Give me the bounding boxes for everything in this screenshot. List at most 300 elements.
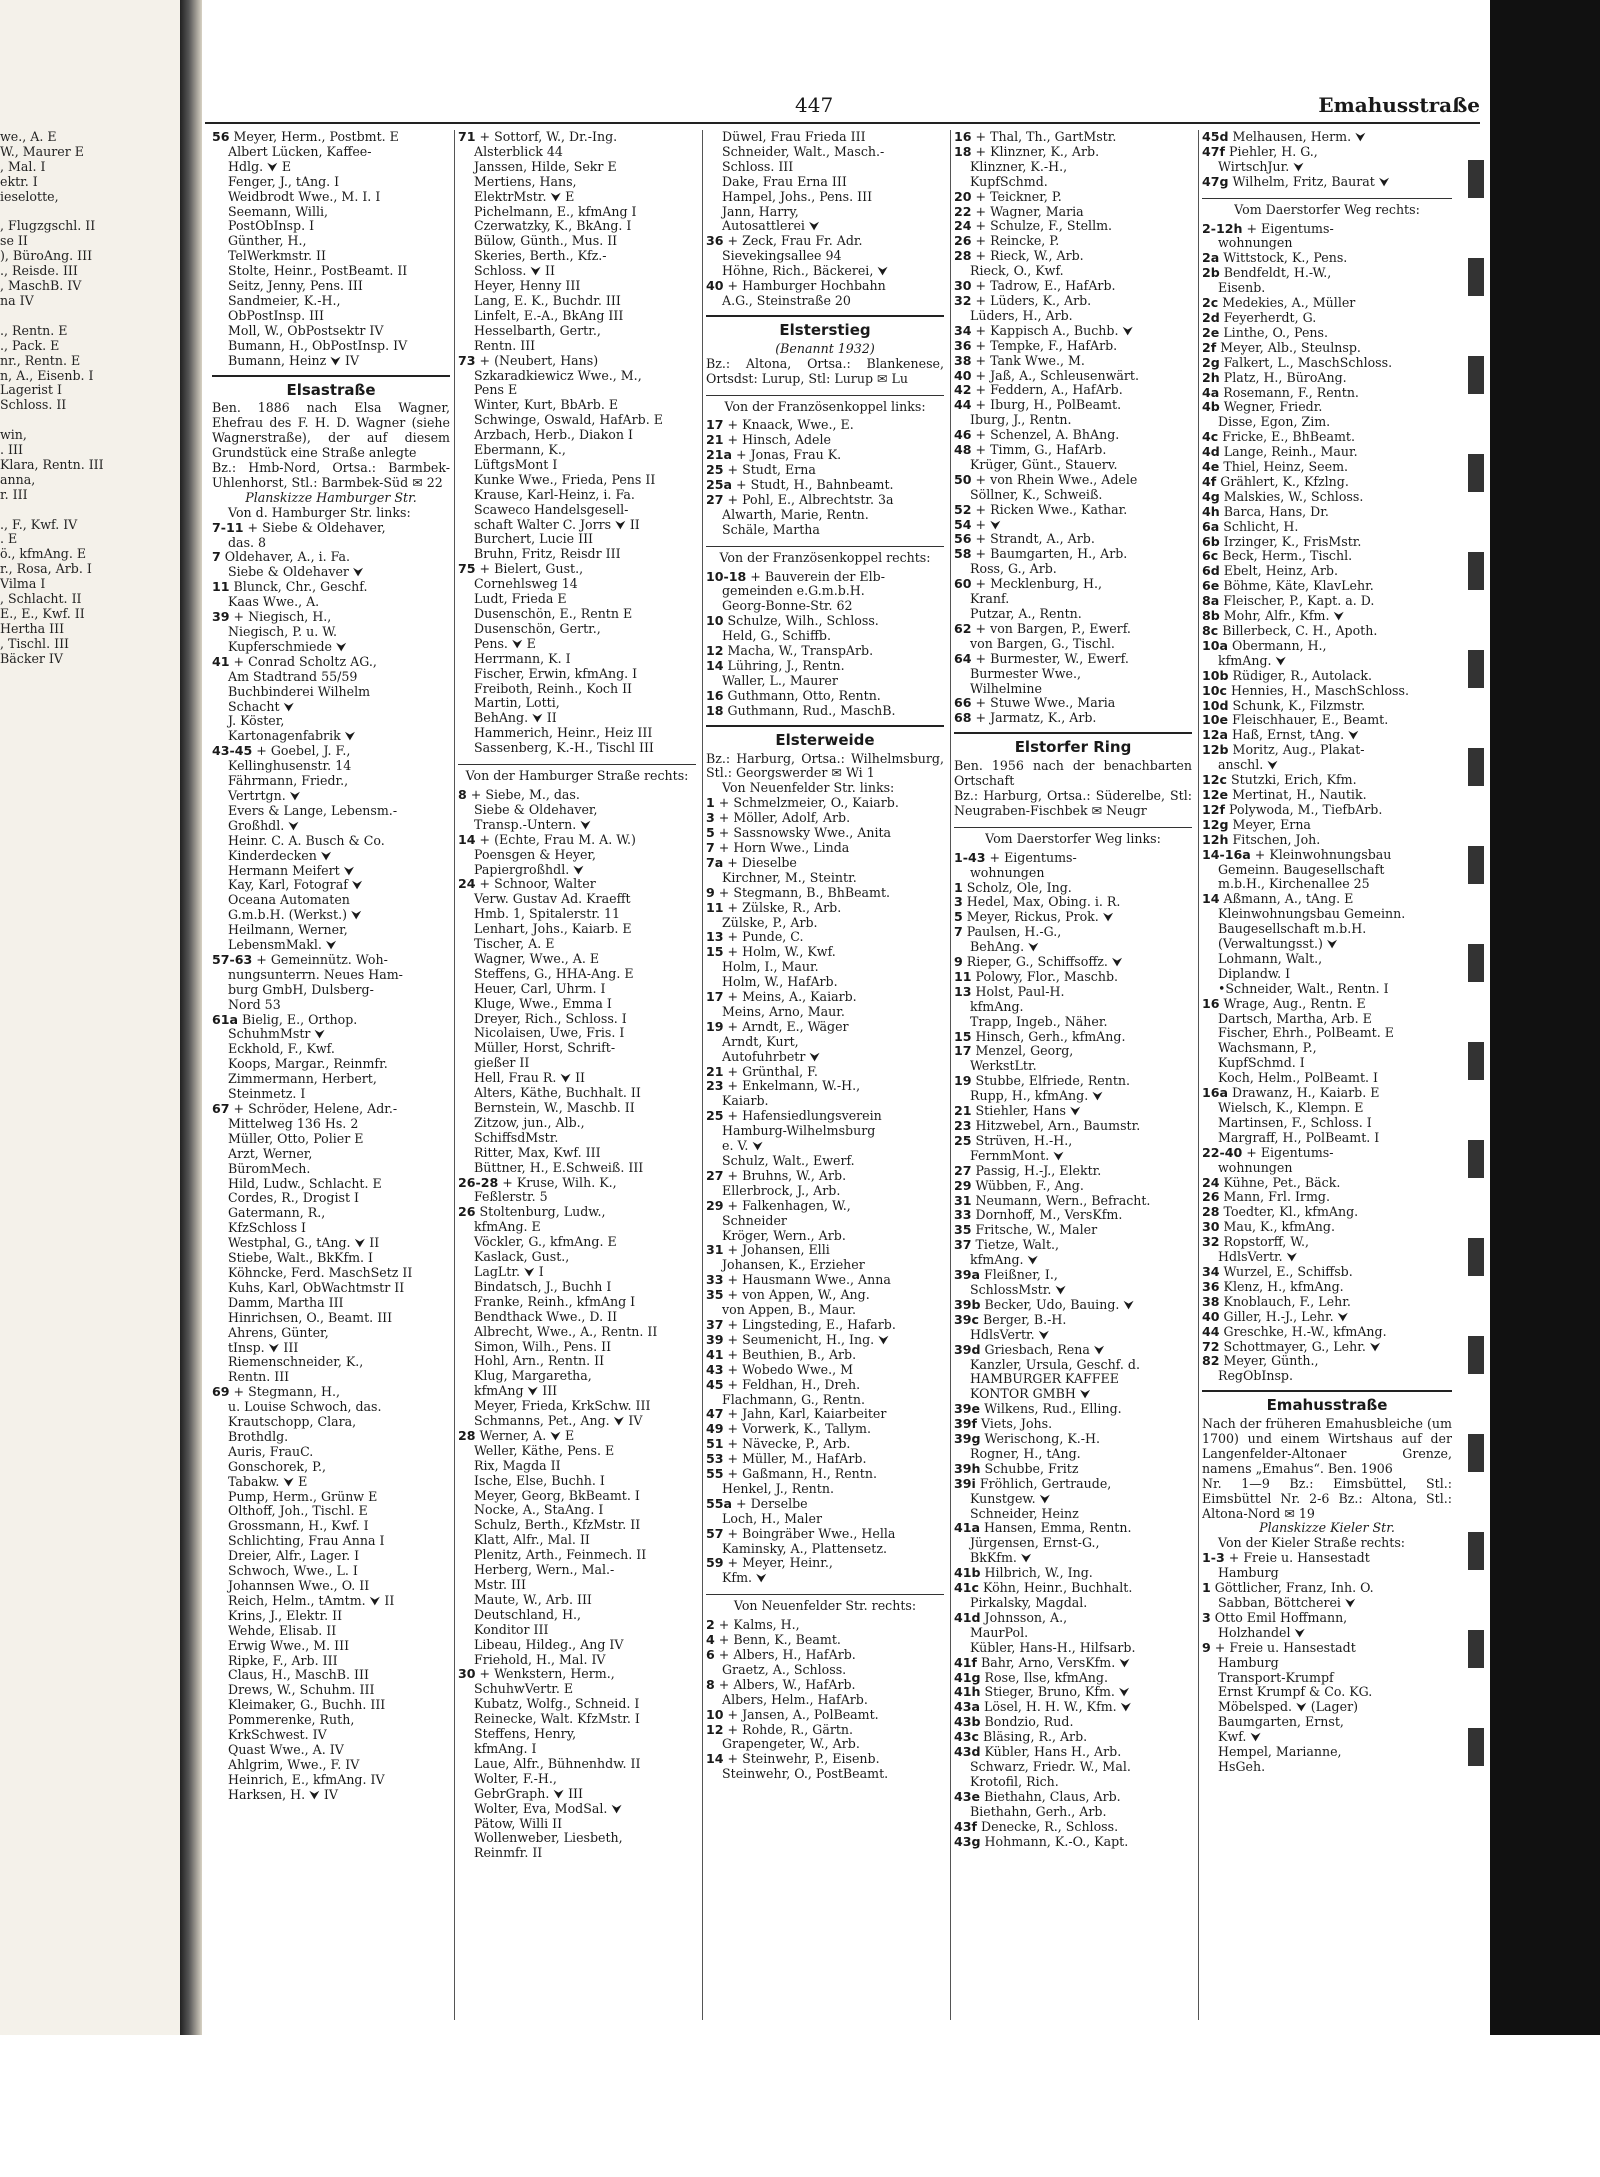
resident-text: + Derselbe bbox=[732, 1496, 808, 1511]
resident-line: Moll, W., ObPostsektr IV bbox=[228, 323, 384, 338]
resident-line: Albert Lücken, Kaffee- bbox=[228, 144, 372, 159]
resident-line: Libeau, Hildeg., Ang IV bbox=[474, 1637, 624, 1652]
house-number: 21a bbox=[706, 448, 733, 463]
address-entry bbox=[706, 478, 944, 493]
resident-line: Kupferschmiede ⮟ bbox=[228, 639, 347, 654]
resident-text: + Vorwerk, K., Tallym. bbox=[723, 1422, 871, 1437]
resident-line: Schneider, Heinz bbox=[970, 1506, 1079, 1521]
resident-text: Piehler, H. G., bbox=[1225, 144, 1318, 159]
resident-text: + Schröder, Helene, Adr.- bbox=[229, 1102, 398, 1116]
house-number: 33 bbox=[954, 1208, 972, 1223]
resident-line: Verw. Gustav Ad. Kraefft bbox=[474, 892, 631, 907]
resident-text: Meyer, Alb., Steulnsp. bbox=[1216, 340, 1361, 355]
resident-line: Siebe & Oldehaver, bbox=[474, 802, 598, 817]
resident-line: Lenhart, Johs., Kaiarb. E bbox=[474, 922, 632, 937]
house-number: 27 bbox=[954, 1163, 972, 1178]
column-divider bbox=[702, 130, 703, 2020]
resident-line: Franke, Reinh., kfmAng I bbox=[474, 1294, 636, 1309]
resident-line: Johansen, K., Erzieher bbox=[722, 1258, 865, 1273]
resident-text: Menzel, Georg, bbox=[971, 1044, 1074, 1059]
resident-text: + Arndt, E., Wäger bbox=[723, 1019, 849, 1034]
house-number: 11 bbox=[954, 969, 972, 984]
resident-text: Medekies, A., Müller bbox=[1218, 296, 1356, 311]
resident-line: Wehde, Elisab. II bbox=[228, 1623, 337, 1638]
resident-text: Greschke, H.-W., kfmAng. bbox=[1219, 1324, 1387, 1339]
address-entry bbox=[706, 1109, 944, 1124]
directory-column-2 bbox=[458, 130, 696, 2020]
address-entry bbox=[1202, 609, 1452, 624]
house-number: 36 bbox=[954, 338, 972, 353]
address-entry bbox=[706, 796, 944, 811]
house-number: 16 bbox=[1202, 996, 1220, 1011]
house-number: 8c bbox=[1202, 624, 1219, 638]
resident-line: Weidbrodt Wwe., M. I. I bbox=[228, 189, 381, 204]
house-number: 27 bbox=[706, 492, 724, 507]
resident-line: Wachsmann, P., bbox=[1218, 1041, 1317, 1056]
resident-text: + Rohde, R., Gärtn. bbox=[723, 1722, 854, 1737]
resident-text: Oldehaver, A., i. Fa. bbox=[220, 550, 350, 565]
resident-line: Bernstein, W., Maschb. II bbox=[474, 1101, 635, 1115]
resident-text: + Siebe, M., das. bbox=[466, 787, 580, 802]
address-entry bbox=[954, 532, 1192, 547]
resident-line: Koch, Helm., PolBeamt. I bbox=[1218, 1071, 1379, 1086]
house-number: 10 bbox=[706, 614, 724, 629]
resident-line: nungsunterrn. Neues Ham- bbox=[228, 967, 403, 982]
resident-line: SchiffsdMstr. bbox=[474, 1130, 559, 1145]
resident-text: + Rieck, W., Arb. bbox=[971, 249, 1084, 264]
house-number: 24 bbox=[458, 877, 476, 892]
house-number: 4f bbox=[1202, 474, 1217, 489]
resident-line: Stolte, Heinr., PostBeamt. II bbox=[228, 264, 408, 279]
resident-text: Otto Emil Hoffmann, bbox=[1210, 1610, 1348, 1625]
house-number: 41a bbox=[954, 1521, 981, 1536]
resident-text: + Wenkstern, Herm., bbox=[475, 1667, 615, 1682]
address-entry bbox=[1202, 400, 1452, 415]
address-entry bbox=[1202, 222, 1452, 237]
address-entry bbox=[954, 925, 1192, 940]
address-entry bbox=[1202, 773, 1452, 788]
resident-line: Mertiens, Hans, bbox=[474, 174, 577, 189]
resident-text: Blunck, Chr., Geschf. bbox=[229, 580, 368, 595]
resident-line: Wolter, F.-H., bbox=[474, 1771, 557, 1786]
house-number: 45 bbox=[706, 1377, 724, 1392]
resident-line: Schulz, Berth., KfzMstr. II bbox=[474, 1518, 641, 1533]
house-number: 39g bbox=[954, 1432, 981, 1447]
house-number: 48 bbox=[954, 443, 972, 458]
resident-line: (Verwaltungsst.) ⮟ bbox=[1218, 937, 1338, 952]
address-entry bbox=[706, 1452, 944, 1467]
house-number: 5 bbox=[954, 910, 963, 925]
resident-text: + Conrad Scholtz AG., bbox=[229, 654, 377, 669]
resident-text: Bielig, E., Orthop. bbox=[238, 1012, 358, 1027]
resident-line: Seitz, Jenny, Pens. III bbox=[228, 279, 363, 294]
resident-line: Schulz, Walt., Ewerf. bbox=[722, 1154, 855, 1168]
house-number: 35 bbox=[954, 1223, 972, 1238]
directory-column-1 bbox=[212, 130, 450, 2020]
house-number: 8a bbox=[1202, 594, 1220, 609]
street-info: Nr. 1—9 Bz.: Eimsbüttel, Stl.: Eimsbüttel Nr. 2-6 Bz.: Altona, Stl.: Altona-Nord ✉ 19 bbox=[1202, 1475, 1452, 1521]
facing-page-line: , Mal. I bbox=[0, 158, 46, 174]
resident-line: Hamburg bbox=[1218, 1655, 1279, 1670]
house-number: 45d bbox=[1202, 130, 1229, 144]
resident-line: Scaweco Handelsgesell- bbox=[474, 502, 629, 517]
address-entry bbox=[954, 910, 1192, 925]
address-entry bbox=[458, 1205, 696, 1220]
address-entry bbox=[954, 219, 1192, 234]
resident-line: Riemenschneider, K., bbox=[228, 1355, 364, 1370]
house-number: 2-12h bbox=[1202, 221, 1243, 236]
address-entry bbox=[706, 826, 944, 841]
section-heading: Von der Hamburger Straße rechts: bbox=[458, 764, 696, 784]
house-number: 4h bbox=[1202, 504, 1220, 519]
resident-line: Düwel, Frau Frieda III bbox=[722, 130, 866, 144]
resident-text: Beck, Herm., Tischl. bbox=[1218, 549, 1353, 564]
address-entry bbox=[954, 1685, 1192, 1700]
resident-line: Niegisch, P. u. W. bbox=[228, 625, 338, 639]
house-number: 1-3 bbox=[1202, 1551, 1225, 1566]
resident-line: Johannsen Wwe., O. II bbox=[228, 1579, 370, 1593]
address-entry bbox=[954, 1164, 1192, 1179]
resident-text: + Ricken Wwe., Kathar. bbox=[971, 502, 1128, 517]
address-entry bbox=[954, 473, 1192, 488]
address-entry bbox=[954, 547, 1192, 562]
address-entry bbox=[954, 1581, 1192, 1596]
house-number: 57 bbox=[706, 1526, 724, 1541]
resident-line: Hamburg-Wilhelmsburg bbox=[722, 1124, 876, 1139]
house-number: 2a bbox=[1202, 251, 1220, 266]
street-heading: Elsastraße bbox=[212, 375, 450, 398]
resident-text: Mau, K., kfmAng. bbox=[1219, 1220, 1335, 1235]
house-number: 50 bbox=[954, 472, 972, 487]
house-number: 5 bbox=[706, 826, 715, 841]
resident-text: + Tempke, F., HafArb. bbox=[971, 338, 1118, 353]
resident-line: Krüger, Günt., Stauerv. bbox=[970, 457, 1118, 472]
resident-line: Eisenb. bbox=[1218, 281, 1266, 296]
address-entry bbox=[1202, 997, 1452, 1012]
resident-line: KupfSchmd. bbox=[970, 174, 1048, 189]
resident-line: Disse, Egon, Zim. bbox=[1218, 415, 1331, 430]
facing-page-line: ieselotte, bbox=[0, 188, 59, 204]
house-number: 22 bbox=[954, 204, 972, 219]
resident-line: Hermann Meifert ⮟ bbox=[228, 863, 355, 878]
house-number: 6c bbox=[1202, 549, 1219, 564]
resident-line: Kleinwohnungsbau Gemeinn. bbox=[1218, 907, 1406, 922]
address-entry bbox=[1202, 833, 1452, 848]
resident-text: Lühring, J., Rentn. bbox=[723, 659, 845, 673]
resident-text: + Eigentums- bbox=[1242, 1145, 1334, 1160]
resident-line: KupfSchmd. I bbox=[1218, 1056, 1305, 1071]
house-number: 41g bbox=[954, 1670, 981, 1685]
resident-line: Wagner, Wwe., A. E bbox=[474, 951, 600, 966]
house-number: 39h bbox=[954, 1461, 981, 1476]
address-entry bbox=[954, 1343, 1192, 1358]
address-entry bbox=[954, 1179, 1192, 1194]
address-entry bbox=[954, 1402, 1192, 1417]
resident-line: Heilmann, Werner, bbox=[228, 923, 348, 938]
resident-text: Melhausen, Herm. ⮟ bbox=[1228, 130, 1366, 144]
house-number: 28 bbox=[1202, 1205, 1220, 1220]
address-entry bbox=[954, 696, 1192, 711]
house-number: 7 bbox=[954, 925, 963, 940]
address-entry bbox=[1202, 1086, 1452, 1101]
resident-line: Kaslack, Gust., bbox=[474, 1250, 570, 1265]
resident-line: kfmAng ⮟ III bbox=[474, 1384, 558, 1399]
resident-line: Linfelt, E.-A., BkAng III bbox=[474, 308, 624, 323]
address-entry bbox=[1202, 445, 1452, 460]
resident-line: Söllner, K., Schweiß. bbox=[970, 487, 1103, 502]
resident-line: Trapp, Ingeb., Näher. bbox=[970, 1014, 1108, 1029]
address-entry bbox=[954, 1745, 1192, 1760]
resident-line: e. V. ⮟ bbox=[722, 1139, 764, 1154]
resident-text: Neumann, Wern., Befracht. bbox=[971, 1193, 1151, 1208]
facing-page-line: . III bbox=[0, 442, 23, 458]
house-number: 7 bbox=[212, 550, 221, 565]
house-number: 33 bbox=[706, 1273, 724, 1288]
resident-line: Heinrich, E., kfmAng. IV bbox=[228, 1772, 385, 1787]
house-number: 49 bbox=[706, 1422, 724, 1437]
address-entry bbox=[954, 1611, 1192, 1626]
address-entry bbox=[212, 744, 450, 759]
resident-text: Viets, Johs. bbox=[977, 1417, 1053, 1432]
house-number: 43a bbox=[954, 1700, 981, 1715]
column-divider bbox=[1198, 130, 1199, 2020]
resident-line: Kartonagenfabrik ⮟ bbox=[228, 729, 356, 744]
street-info: Bz.: Hmb-Nord, Ortsa.: Barmbek-Uhlenhorst, Stl.: Barmbek-Süd ✉ 22 bbox=[212, 460, 450, 490]
address-entry bbox=[1202, 386, 1452, 401]
resident-line: Von d. Hamburger Str. links: bbox=[228, 505, 411, 520]
resident-text: Macha, W., TranspArb. bbox=[723, 644, 874, 659]
resident-text: + Niegisch, H., bbox=[229, 610, 332, 625]
address-entry bbox=[458, 354, 696, 369]
house-number: 15 bbox=[706, 945, 724, 960]
resident-line: Bumann, H., ObPostInsp. IV bbox=[228, 338, 408, 353]
resident-text: + von Appen, W., Ang. bbox=[723, 1288, 870, 1303]
resident-line: Friehold, H., Mal. IV bbox=[474, 1652, 606, 1667]
resident-line: Klatt, Alfr., Mal. II bbox=[474, 1533, 590, 1548]
resident-line: Günther, H., bbox=[228, 234, 307, 249]
address-entry bbox=[706, 234, 944, 249]
facing-page-line: Lagerist I bbox=[0, 382, 62, 398]
house-number: 30 bbox=[1202, 1220, 1220, 1235]
resident-line: Maute, W., Arb. III bbox=[474, 1592, 592, 1607]
resident-line: Ische, Else, Buchh. I bbox=[474, 1473, 605, 1488]
resident-text: Denecke, R., Schloss. bbox=[977, 1819, 1119, 1834]
address-entry bbox=[1202, 728, 1452, 743]
address-entry bbox=[706, 689, 944, 704]
house-number: 19 bbox=[954, 1074, 972, 1089]
resident-text: Bondzio, Rud. bbox=[980, 1715, 1074, 1730]
resident-text: + Reincke, P. bbox=[971, 234, 1060, 249]
house-number: 10-18 bbox=[706, 569, 747, 584]
resident-text: + Gemeinnütz. Woh- bbox=[252, 952, 388, 967]
address-entry bbox=[954, 985, 1192, 1000]
resident-line: Sabban, Böttcherei ⮟ bbox=[1218, 1596, 1356, 1610]
house-number: 17 bbox=[706, 418, 724, 433]
house-number: 41 bbox=[212, 654, 230, 669]
resident-line: Schäle, Martha bbox=[722, 522, 820, 537]
house-number: 31 bbox=[954, 1193, 972, 1208]
resident-text: + Holm, W., Kwf. bbox=[723, 945, 836, 960]
address-entry bbox=[1202, 430, 1452, 445]
resident-line: Kfm. ⮟ bbox=[722, 1571, 767, 1586]
resident-line: Wielsch, K., Klempn. E bbox=[1218, 1101, 1364, 1115]
resident-text: Schulze, Wilh., Schloss. bbox=[723, 614, 879, 629]
resident-text: Hohmann, K.-O., Kapt. bbox=[980, 1834, 1129, 1849]
resident-line: Schwinge, Oswald, HafArb. E bbox=[474, 413, 663, 428]
address-entry bbox=[954, 503, 1192, 518]
resident-text: + Feldhan, H., Dreh. bbox=[723, 1377, 861, 1392]
house-number: 59 bbox=[706, 1556, 724, 1571]
resident-line: Pump, Herm., Grünw E bbox=[228, 1489, 378, 1504]
resident-text: + Feddern, A., HafArb. bbox=[971, 383, 1123, 398]
address-entry bbox=[954, 1194, 1192, 1209]
resident-text: Bahr, Arno, VersKfm. ⮟ bbox=[977, 1655, 1130, 1670]
resident-line: u. Louise Schwoch, das. bbox=[228, 1400, 382, 1415]
resident-text: Billerbeck, C. H., Apoth. bbox=[1218, 624, 1378, 638]
resident-text: Ebelt, Heinz, Arb. bbox=[1219, 564, 1338, 579]
address-entry bbox=[706, 856, 944, 871]
address-entry bbox=[954, 1104, 1192, 1119]
resident-text: + Jarmatz, K., Arb. bbox=[971, 711, 1097, 726]
resident-line: kfmAng. ⮟ bbox=[970, 1253, 1039, 1268]
resident-line: von Appen, B., Maur. bbox=[722, 1303, 857, 1318]
resident-line: Ebermann, K., bbox=[474, 443, 566, 458]
resident-text: + Falkenhagen, W., bbox=[723, 1198, 851, 1213]
address-entry bbox=[1202, 1641, 1452, 1656]
house-number: 12f bbox=[1202, 802, 1226, 817]
resident-text: Schubbe, Fritz bbox=[980, 1461, 1079, 1476]
resident-line: J. Köster, bbox=[228, 714, 285, 729]
address-entry bbox=[1202, 356, 1452, 371]
resident-text: Ropstorff, W., bbox=[1219, 1235, 1310, 1250]
address-entry bbox=[1202, 624, 1452, 639]
address-entry bbox=[706, 1752, 944, 1767]
resident-line: Plenitz, Arth., Feinmech. II bbox=[474, 1548, 647, 1563]
house-number: 6b bbox=[1202, 534, 1220, 549]
address-entry bbox=[954, 249, 1192, 264]
resident-line: HsGeh. bbox=[1218, 1759, 1266, 1774]
address-entry bbox=[954, 428, 1192, 443]
resident-line: Baugesellschaft m.b.H. bbox=[1218, 922, 1367, 937]
resident-text: + Dieselbe bbox=[723, 855, 797, 870]
resident-line: Albers, Helm., HafArb. bbox=[722, 1692, 868, 1707]
resident-text: + Punde, C. bbox=[723, 930, 804, 945]
house-number: 4a bbox=[1202, 385, 1220, 400]
house-number: 11 bbox=[212, 580, 230, 595]
address-entry bbox=[212, 130, 450, 145]
address-entry bbox=[1202, 535, 1452, 550]
address-entry bbox=[1202, 311, 1452, 326]
resident-text: + Hamburger Hochbahn bbox=[723, 279, 886, 294]
address-entry bbox=[954, 895, 1192, 910]
resident-line: gießer II bbox=[474, 1056, 530, 1071]
resident-text: + Horn Wwe., Linda bbox=[714, 840, 850, 855]
address-entry bbox=[706, 1497, 944, 1512]
resident-line: Transp.-Untern. ⮟ bbox=[474, 817, 591, 832]
address-entry bbox=[458, 877, 696, 892]
house-number: 25 bbox=[706, 1109, 724, 1124]
resident-line: Brothdlg. bbox=[228, 1429, 289, 1444]
resident-line: Martinsen, F., Schloss. I bbox=[1218, 1115, 1372, 1130]
resident-text: Drawanz, H., Kaiarb. E bbox=[1228, 1086, 1380, 1101]
resident-text: + Teickner, P. bbox=[971, 189, 1062, 204]
house-number: 4b bbox=[1202, 400, 1220, 415]
resident-line: Steffens, G., HHA-Ang. E bbox=[474, 966, 634, 981]
resident-line: Höhne, Rich., Bäckerei, ⮟ bbox=[722, 264, 889, 279]
resident-line: Ripke, F., Arb. III bbox=[228, 1653, 338, 1668]
house-number: 39c bbox=[954, 1312, 979, 1327]
house-number: 43 bbox=[706, 1362, 724, 1377]
resident-text: Tietze, Walt., bbox=[971, 1238, 1060, 1253]
plan-note: Planskizze Kieler Str. bbox=[1259, 1520, 1395, 1536]
resident-text: Toedter, Kl., kfmAng. bbox=[1219, 1205, 1359, 1220]
resident-text: Aßmann, A., tAng. E bbox=[1219, 892, 1354, 907]
resident-line: Hild, Ludw., Schlacht. E bbox=[228, 1176, 382, 1191]
resident-text: + Beuthien, B., Arb. bbox=[723, 1347, 857, 1362]
resident-line: Skeries, Berth., Kfz.- bbox=[474, 249, 607, 264]
house-number: 4d bbox=[1202, 445, 1220, 460]
house-number: 1 bbox=[954, 880, 963, 895]
address-entry bbox=[458, 130, 696, 145]
address-entry bbox=[706, 1633, 944, 1648]
resident-line: Sandmeier, K.-H., bbox=[228, 293, 341, 308]
resident-line: Szkaradkiewicz Wwe., M., bbox=[474, 368, 642, 383]
resident-line: WerkstLtr. bbox=[970, 1059, 1037, 1074]
house-number: 40 bbox=[706, 279, 724, 294]
house-number: 7a bbox=[706, 855, 724, 870]
resident-text: + Zülske, R., Arb. bbox=[723, 900, 842, 915]
house-number: 14 bbox=[458, 832, 476, 847]
resident-line: Arzbach, Herb., Diakon I bbox=[474, 428, 633, 443]
address-entry bbox=[954, 1074, 1192, 1089]
address-entry bbox=[1202, 460, 1452, 475]
resident-line: Vöckler, G., kfmAng. E bbox=[474, 1235, 617, 1250]
address-entry bbox=[706, 945, 944, 960]
house-number: 67 bbox=[212, 1102, 230, 1116]
resident-line: Jann, Harry, bbox=[722, 204, 799, 219]
address-entry bbox=[954, 1671, 1192, 1686]
resident-line: Holm, I., Maur. bbox=[722, 960, 819, 975]
resident-text: + Tadrow, E., HafArb. bbox=[971, 279, 1116, 294]
house-number: 6a bbox=[1202, 519, 1220, 534]
house-number: 52 bbox=[954, 502, 972, 517]
facing-page-line bbox=[0, 413, 178, 428]
house-number: 12c bbox=[1202, 773, 1227, 788]
resident-line: Dreier, Alfr., Lager. I bbox=[228, 1549, 360, 1564]
house-number: 12 bbox=[706, 1722, 724, 1737]
resident-line: Drews, W., Schuhm. III bbox=[228, 1683, 375, 1698]
section-heading: Von Neuenfelder Str. rechts: bbox=[706, 1594, 944, 1614]
address-entry bbox=[1202, 1205, 1452, 1220]
resident-line: Grossmann, H., Kwf. I bbox=[228, 1519, 369, 1534]
resident-line: Kleimaker, G., Buchh. III bbox=[228, 1698, 386, 1713]
address-entry bbox=[1202, 699, 1452, 714]
house-number: 12e bbox=[1202, 787, 1229, 802]
resident-text: + Goebel, J. F., bbox=[252, 744, 351, 759]
resident-line: Kranf. bbox=[970, 592, 1010, 607]
house-number: 4c bbox=[1202, 430, 1219, 445]
resident-text: + Iburg, H., PolBeamt. bbox=[971, 398, 1122, 413]
resident-text: Wurzel, E., Schiffsb. bbox=[1219, 1264, 1353, 1279]
house-number: 8 bbox=[458, 787, 467, 802]
resident-text: Scholz, Ole, Ing. bbox=[962, 880, 1072, 895]
house-number: 13 bbox=[954, 984, 972, 999]
resident-line: Baumgarten, Ernst, bbox=[1218, 1715, 1344, 1730]
resident-line: Schloss. III bbox=[722, 159, 794, 174]
address-entry bbox=[212, 550, 450, 565]
resident-text: Becker, Udo, Bauing. ⮟ bbox=[980, 1297, 1135, 1312]
house-number: 47g bbox=[1202, 174, 1229, 189]
